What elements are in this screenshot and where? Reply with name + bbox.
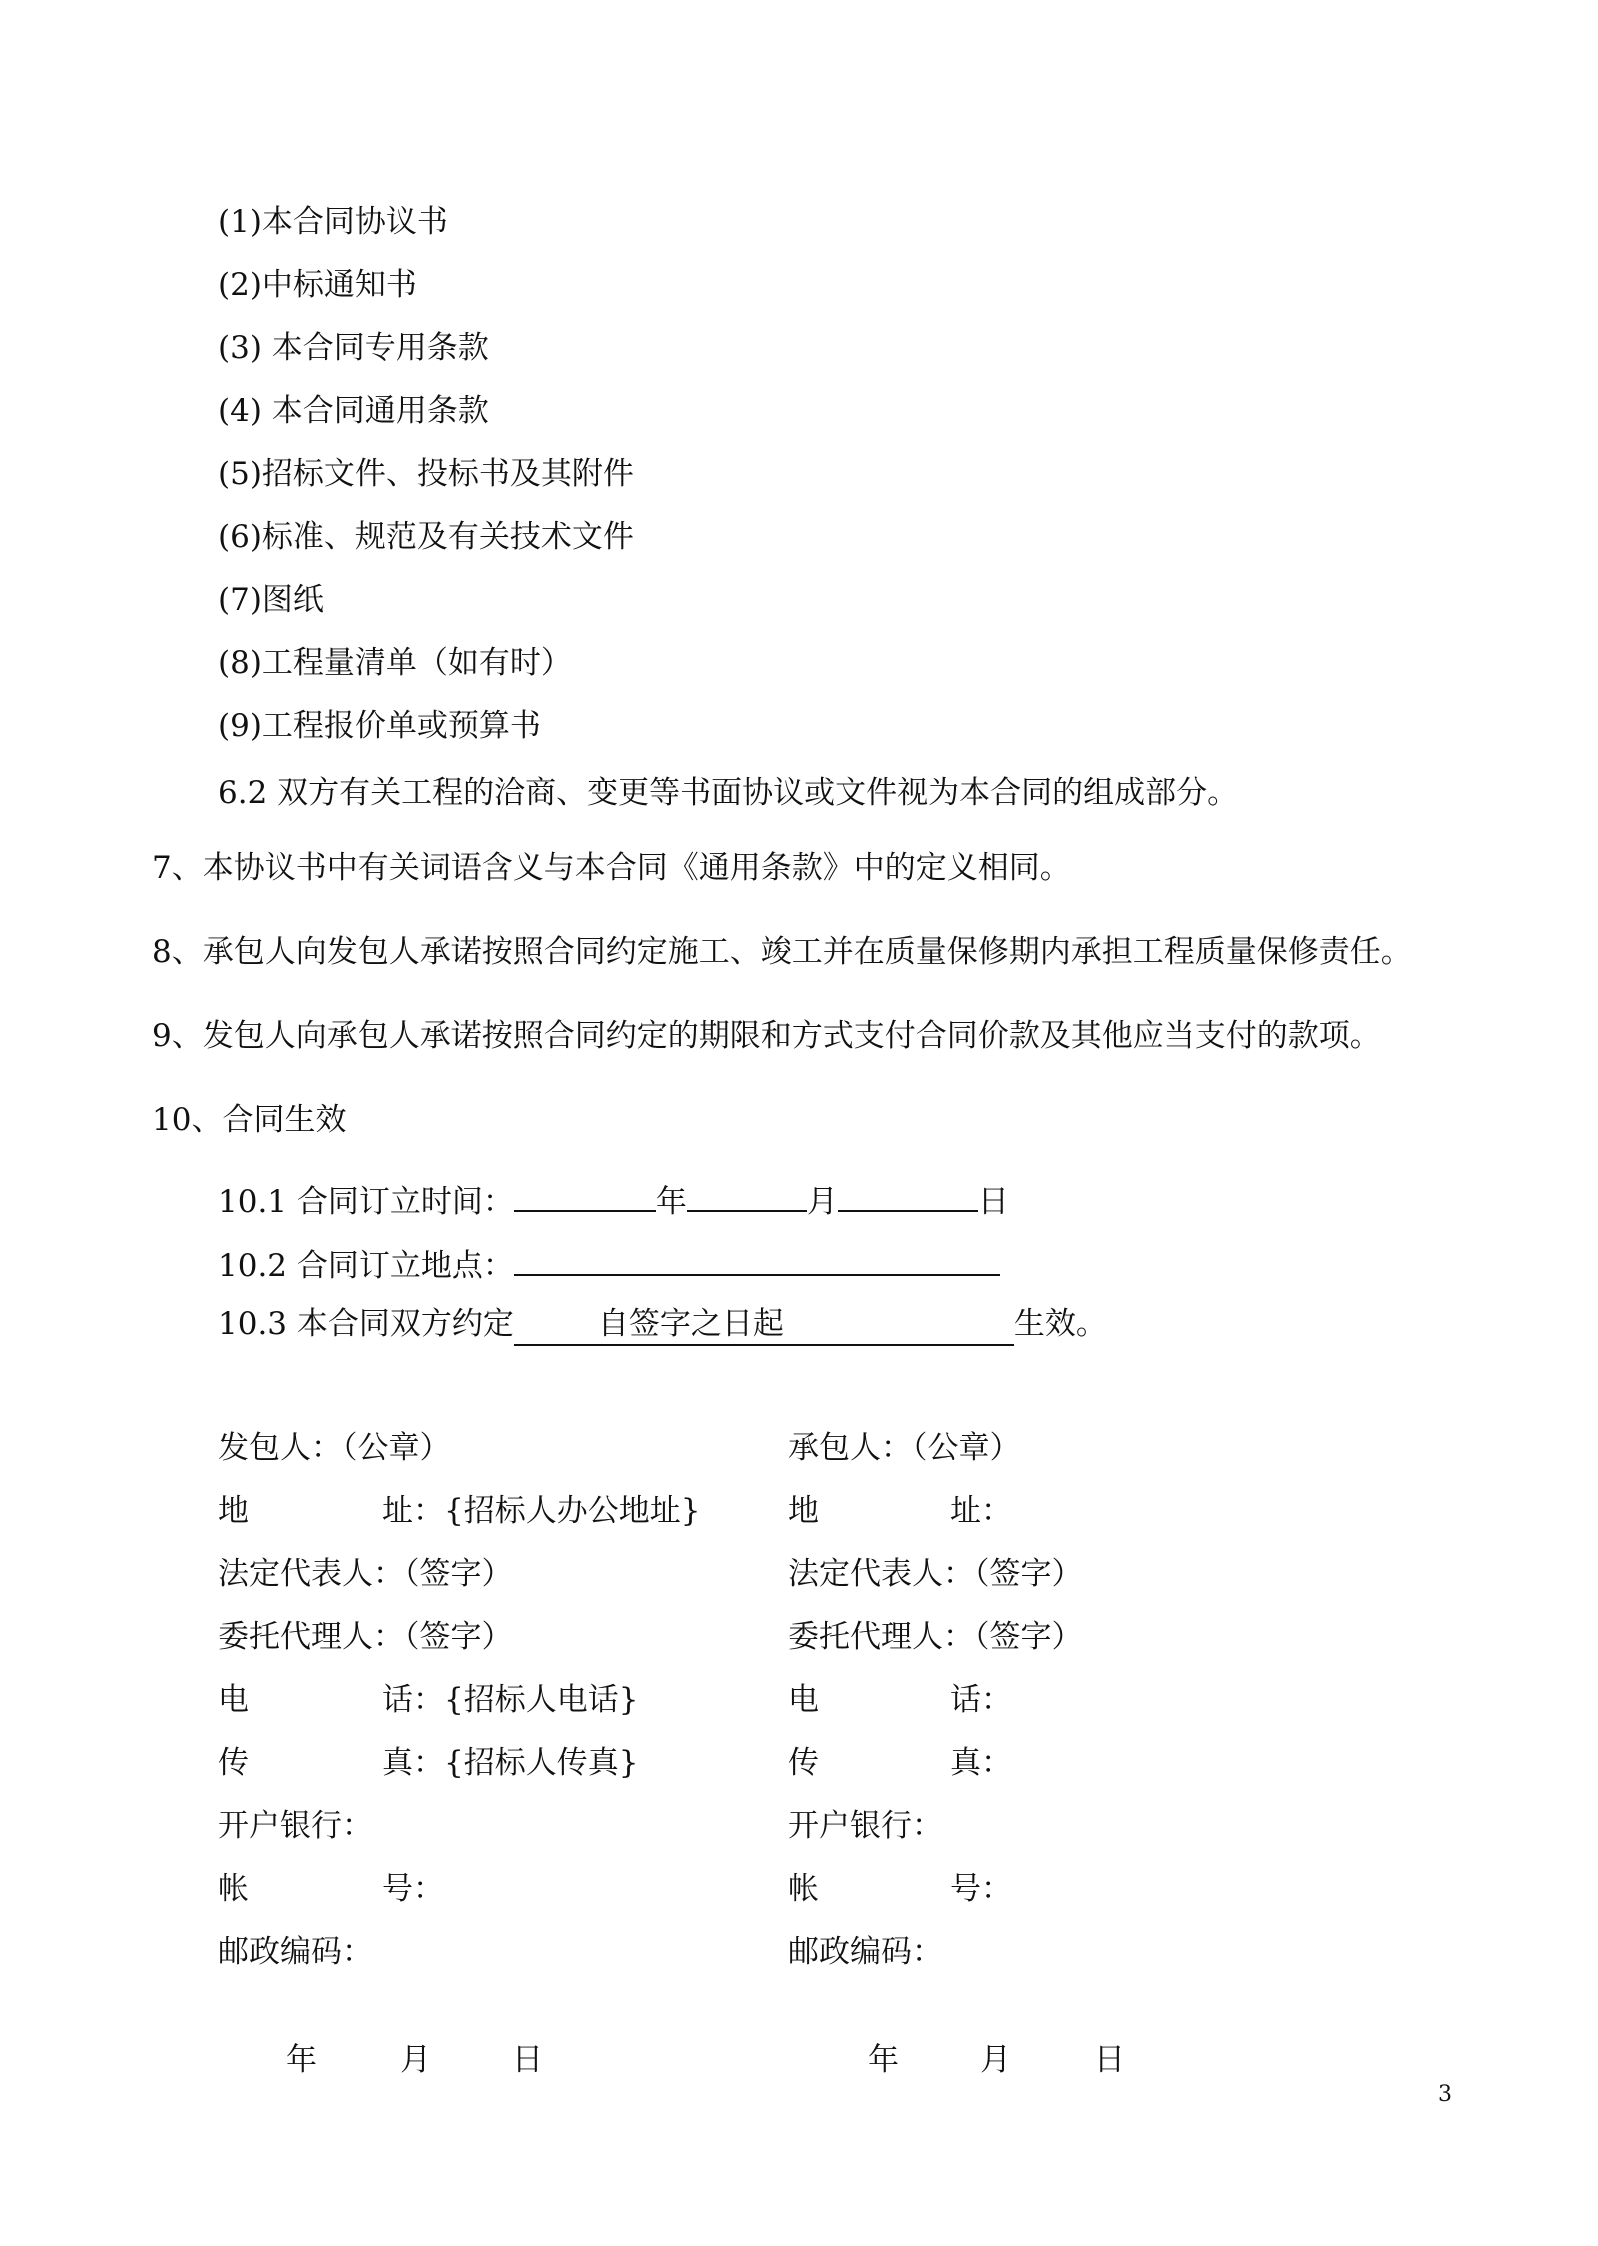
party-b-address-label-2: 址： [950,1493,1012,1529]
party-a-phone-label-2: 话： [382,1682,444,1718]
doc-item-1: (1)本合同协议书 [218,204,448,240]
clause-10-heading: 10、合同生效 [152,1102,347,1138]
doc-item-3: (3) 本合同专用条款 [218,330,489,366]
party-b-title: 承包人：（公章） [788,1430,1021,1466]
party-b-postcode: 邮政编码： [788,1934,943,1970]
month-label: 月 [806,1184,838,1220]
doc-item-4: (4) 本合同通用条款 [218,393,489,429]
year-blank [514,1176,656,1212]
clause-8: 8、承包人向发包人承诺按照合同约定施工、竣工并在质量保修期内承担工程质量保修责任。 [152,934,1412,970]
party-a-month: 月 [400,2042,431,2078]
doc-item-2: (2)中标通知书 [218,267,417,303]
party-b-fax-label-1: 传 [788,1745,819,1781]
party-b-bank: 开户银行： [788,1808,943,1844]
party-a-title: 发包人：（公章） [218,1430,451,1466]
party-a-bank: 开户银行： [218,1808,373,1844]
party-a-legal-rep: 法定代表人：（签字） [218,1556,513,1592]
clause-6-2: 6.2 双方有关工程的洽商、变更等书面协议或文件视为本合同的组成部分。 [218,775,1239,811]
doc-item-5: (5)招标文件、投标书及其附件 [218,456,634,492]
party-a-fax-value: {招标人传真} [444,1745,639,1781]
page-number: 3 [1438,2082,1452,2107]
party-a-phone-label-1: 电 [218,1682,249,1718]
party-a-fax-label-1: 传 [218,1745,249,1781]
party-a-fax-label-2: 真： [382,1745,444,1781]
year-label: 年 [655,1184,687,1220]
party-b-account-label-2: 号： [950,1871,1012,1907]
party-b-fax-label-2: 真： [950,1745,1012,1781]
place-blank [514,1240,1000,1276]
party-a-phone-value: {招标人电话} [444,1682,639,1718]
party-a-phone [382,1680,638,1720]
party-b-agent: 委托代理人：（签字） [788,1619,1083,1655]
clause-10-1-label: 10.1 合同订立时间： [218,1184,514,1220]
party-b-account-label-1: 帐 [788,1871,819,1907]
effective-condition-value: 自签字之日起 [597,1306,784,1342]
month-blank [687,1176,807,1212]
doc-item-7: (7)图纸 [218,582,324,618]
party-a-day: 日 [512,2042,543,2078]
party-a-fax [382,1743,638,1783]
party-a-year: 年 [286,2042,317,2078]
party-a-postcode: 邮政编码： [218,1934,373,1970]
party-a-address-label-1: 地 [218,1493,249,1529]
party-b-month: 月 [980,2042,1011,2078]
party-b-address-label-1: 地 [788,1493,819,1529]
clause-7: 7、本协议书中有关词语含义与本合同《通用条款》中的定义相同。 [152,850,1071,886]
doc-item-8: (8)工程量清单（如有时） [218,645,572,681]
day-blank [838,1176,978,1212]
clause-10-3-label: 10.3 本合同双方约定 [218,1306,514,1342]
day-label: 日 [977,1184,1009,1220]
clause-10-2 [218,1240,1000,1286]
effective-condition [514,1304,1014,1346]
clause-9: 9、发包人向承包人承诺按照合同约定的期限和方式支付合同价款及其他应当支付的款项。 [152,1018,1381,1054]
party-a-account-label-2: 号： [382,1871,444,1907]
party-a-address [382,1491,700,1531]
clause-10-1 [218,1176,1009,1222]
party-a-agent: 委托代理人：（签字） [218,1619,513,1655]
doc-item-6: (6)标准、规范及有关技术文件 [218,519,634,555]
party-b-phone-label-1: 电 [788,1682,819,1718]
party-b-legal-rep: 法定代表人：（签字） [788,1556,1083,1592]
clause-10-2-label: 10.2 合同订立地点： [218,1248,514,1284]
party-b-year: 年 [868,2042,899,2078]
party-a-address-label-2: 址： [382,1493,444,1529]
party-a-account-label-1: 帐 [218,1871,249,1907]
doc-item-9: (9)工程报价单或预算书 [218,708,541,744]
party-b-day: 日 [1094,2042,1125,2078]
party-b-phone-label-2: 话： [950,1682,1012,1718]
clause-10-3-suffix: 生效。 [1013,1306,1107,1342]
party-a-address-value: {招标人办公地址} [444,1493,701,1529]
clause-10-3 [218,1304,1107,1346]
